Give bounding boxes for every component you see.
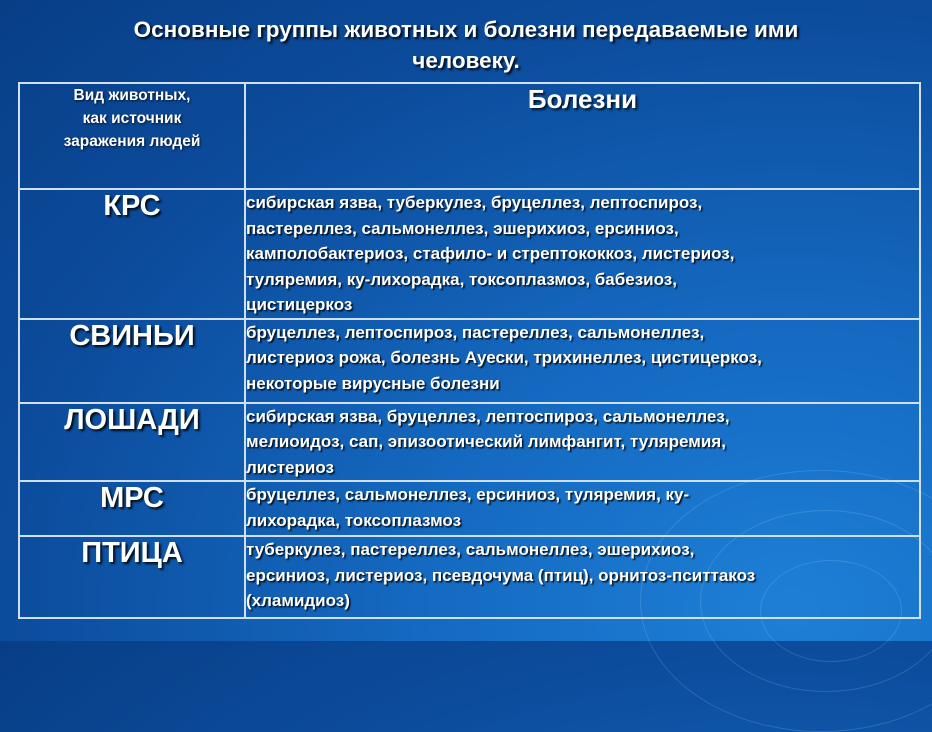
slide-title-line-2: человеку. — [412, 48, 520, 73]
diseases-cell — [245, 403, 920, 482]
disease-line: некоторые вирусные болезни — [246, 373, 500, 393]
animal-cell: ЛОШАДИ — [19, 403, 245, 482]
animal-cell: МРС — [19, 481, 245, 536]
disease-line: (хламидиоз) — [246, 591, 350, 610]
header-animal-line-3: заражения людей — [63, 133, 201, 150]
disease-line: сибирская язва, бруцеллез, лептоспироз, сальмонеллез, — [246, 406, 730, 426]
table-row — [19, 536, 920, 618]
table-row — [19, 403, 920, 482]
disease-line: мелиоидоз, сап, эпизоотический лимфангит, туляремия, — [246, 432, 726, 451]
disease-line: бруцеллез, сальмонеллез, ерсиниоз, туляремия, ку- — [246, 485, 690, 504]
table-row — [19, 481, 920, 536]
table-row — [19, 189, 920, 319]
diseases-cell — [245, 536, 920, 618]
disease-line: цистицеркоз — [246, 295, 353, 314]
header-animal-line-1: Вид животных, — [73, 87, 191, 104]
animal-cell: КРС — [19, 189, 245, 319]
animal-cell: СВИНЬИ — [19, 319, 245, 403]
table-header-row — [19, 83, 920, 189]
diseases-cell — [245, 319, 920, 403]
disease-line: листериоз рожа, болезнь Ауески, трихинеллез, цистицеркоз, — [246, 348, 762, 367]
disease-line: листериоз — [246, 457, 334, 477]
slide-title-line-1: Основные группы животных и болезни передаваемые ими — [133, 17, 799, 42]
disease-line: ерсиниоз, листериоз, псевдочума (птиц), орнитоз-пситтакоз — [246, 565, 756, 585]
header-diseases: Болезни — [245, 83, 920, 189]
disease-line: бруцеллез, лептоспироз, пастереллез, сальмонеллез, — [246, 322, 705, 342]
header-animal-source — [19, 83, 245, 189]
disease-line: пастереллез, сальмонеллез, эшерихиоз, ерсиниоз, — [246, 218, 679, 238]
diseases-cell — [245, 189, 920, 319]
disease-line: туляремия, ку-лихорадка, токсоплазмоз, бабезиоз, — [246, 269, 677, 289]
disease-line: туберкулез, пастереллез, сальмонеллез, эшерихиоз, — [246, 540, 695, 559]
disease-line: лихорадка, токсоплазмоз — [246, 510, 462, 530]
slide-title — [0, 14, 932, 76]
header-animal-line-2: как источник — [82, 110, 182, 127]
disease-line: камполобактериоз, стафило- и стрептококкоз, листериоз, — [246, 244, 735, 263]
table-row — [19, 319, 920, 403]
disease-line: сибирская язва, туберкулез, бруцеллез, лептоспироз, — [246, 193, 703, 212]
animal-disease-table — [18, 82, 921, 619]
animal-cell: ПТИЦА — [19, 536, 245, 618]
diseases-cell — [245, 481, 920, 536]
